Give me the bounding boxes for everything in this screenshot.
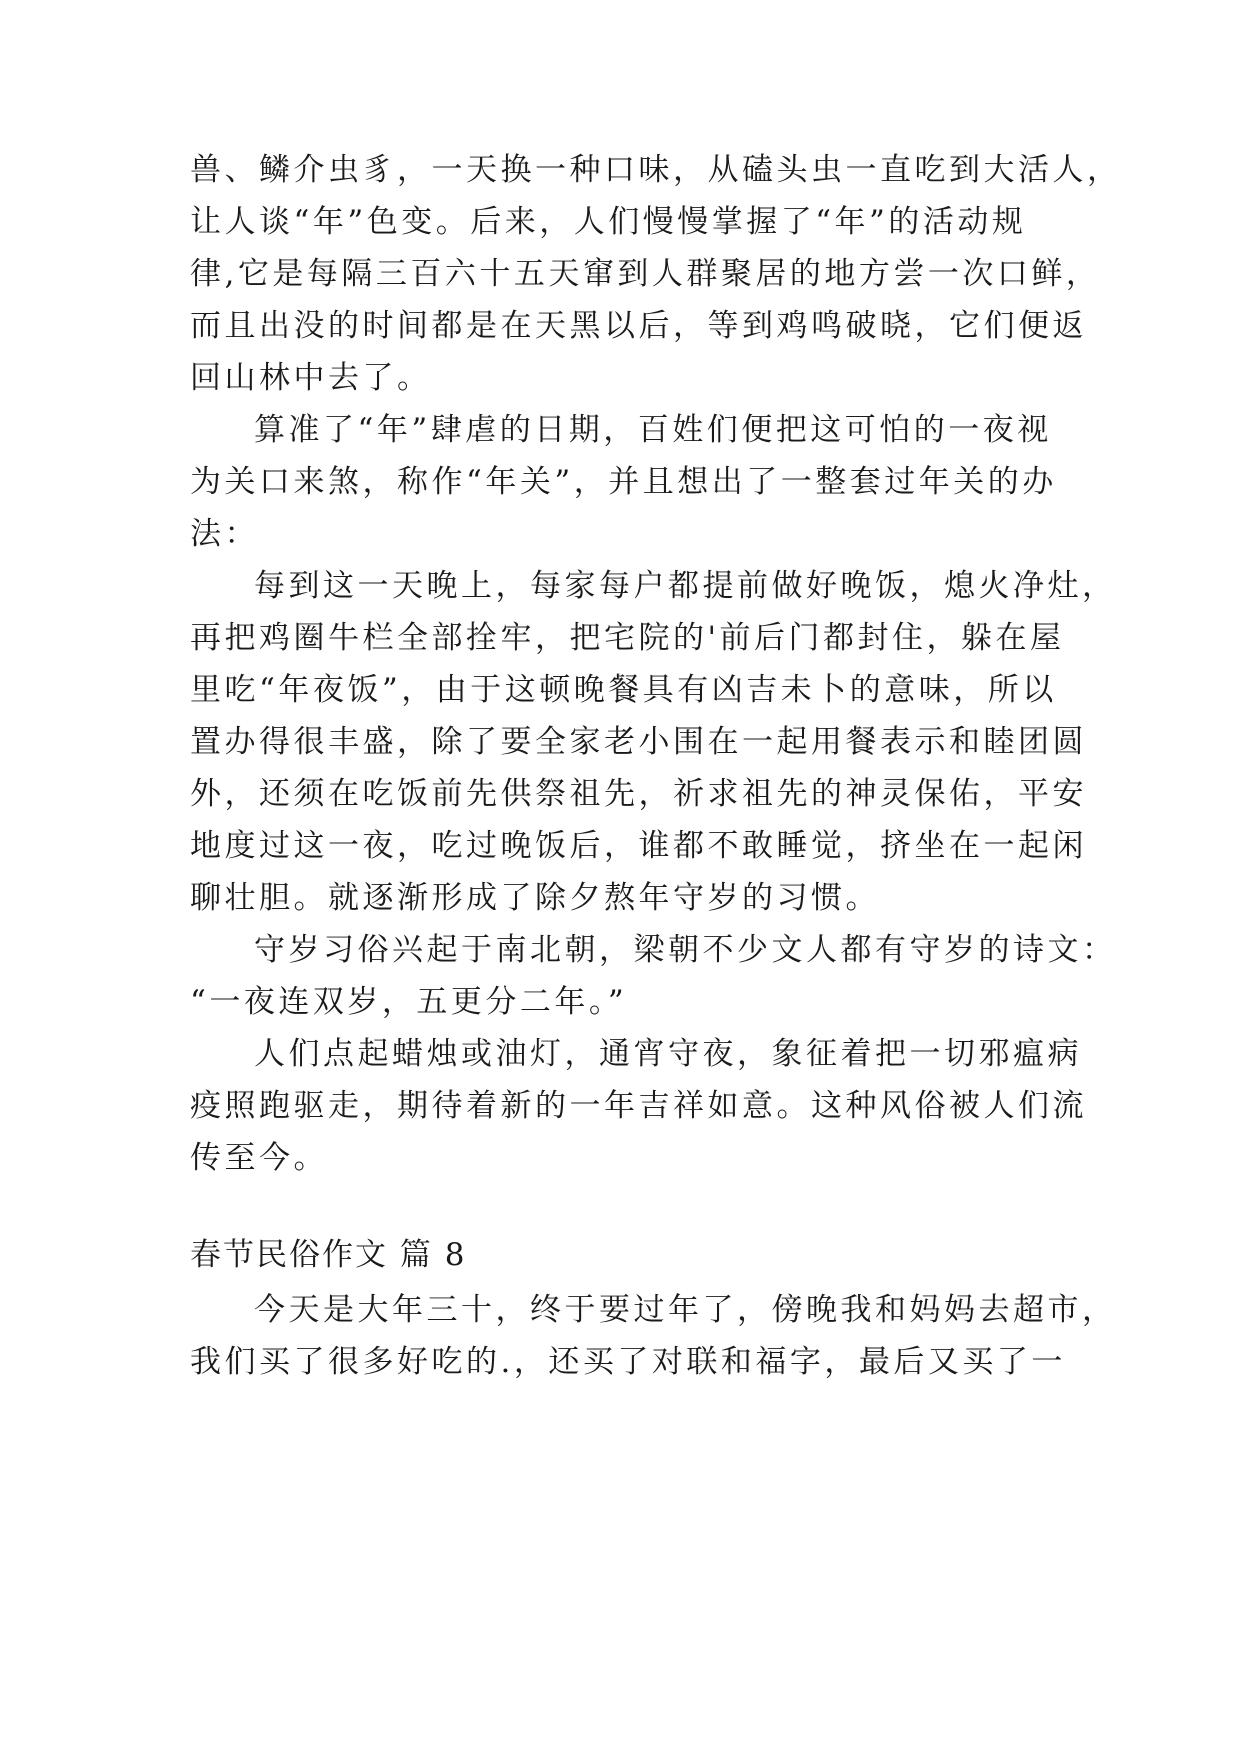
text-line: 回山林中去了。 [190, 360, 432, 396]
paragraph-first-line: 人们点起蜡烛或油灯，通宵守夜，象征着把一切邪瘟病 [254, 1036, 1082, 1072]
section-heading: 春节民俗作文 篇 8 [190, 1237, 467, 1273]
text-line: 我们买了很多好吃的.，还买了对联和福字，最后又买了一 [190, 1344, 1066, 1380]
text-line: 法： [190, 516, 259, 552]
text-line: “一夜连双岁，五更分二年。” [190, 984, 628, 1020]
text-line: 里吃“年夜饭”，由于这顿晚餐具有凶吉未卜的意味，所以 [190, 672, 1057, 708]
text-line: 而且出没的时间都是在天黑以后，等到鸡鸣破晓，它们便返 [190, 308, 1087, 344]
text-line: 让人谈“年”色变。后来，人们慢慢掌握了“年”的活动规 [190, 204, 1027, 240]
text-line: 律,它是每隔三百六十五天窜到人群聚居的地方尝一次口鲜， [190, 256, 1101, 292]
text-line: 兽、鳞介虫豸，一天换一种口味，从磕头虫一直吃到大活人， [190, 152, 1122, 188]
text-line: 传至今。 [190, 1140, 328, 1176]
text-line: 地度过这一夜，吃过晚饭后，谁都不敢睡觉，挤坐在一起闲 [190, 828, 1087, 864]
text-line: 疫照跑驱走，期待着新的一年吉祥如意。这种风俗被人们流 [190, 1088, 1087, 1124]
text-line: 聊壮胆。就逐渐形成了除夕熬年守岁的习惯。 [190, 880, 880, 916]
text-line: 置办得很丰盛，除了要全家老小围在一起用餐表示和睦团圆 [190, 724, 1087, 760]
paragraph-first-line: 每到这一天晚上，每家每户都提前做好晚饭，熄火净灶， [254, 568, 1117, 604]
text-line: 为关口来煞，称作“年关”，并且想出了一整套过年关的办 [190, 464, 1057, 500]
text-line: 再把鸡圈牛栏全部拴牢，把宅院的'前后门都封住，躲在屋 [190, 620, 1065, 656]
paragraph-first-line: 算准了“年”肆虐的日期，百姓们便把这可怕的一夜视 [254, 412, 1052, 448]
paragraph-first-line: 守岁习俗兴起于南北朝，梁朝不少文人都有守岁的诗文： [254, 932, 1117, 968]
text-line: 外，还须在吃饭前先供祭祖先，祈求祖先的神灵保佑，平安 [190, 776, 1087, 812]
paragraph-first-line: 今天是大年三十，终于要过年了，傍晚我和妈妈去超市， [254, 1292, 1117, 1328]
